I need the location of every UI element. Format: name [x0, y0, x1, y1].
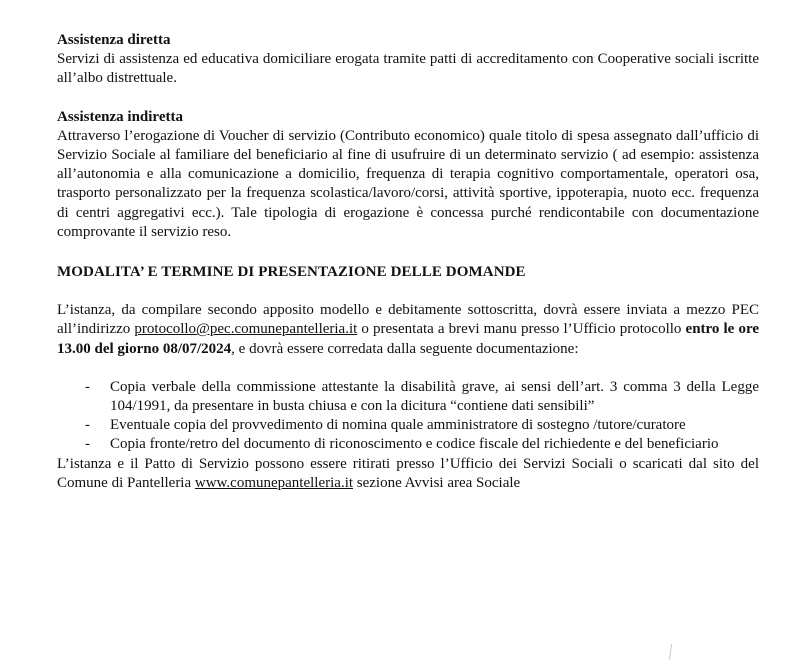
deadline-text: entro le ore 13.00 del giorno 08/07/2024	[57, 321, 759, 357]
bullet-dash: -	[85, 378, 90, 395]
list-item	[57, 435, 759, 454]
bullet-dash: -	[85, 436, 90, 453]
pec-email-link[interactable]: protocollo@pec.comunepantelleria.it	[134, 321, 358, 338]
list-item	[57, 378, 759, 416]
paragraph-assistenza-indiretta: Attraverso l’erogazione di Voucher di servizio (Contributo economico) quale titolo di spesa assegnato dall’ufficio di Servizio Sociale al familiare del beneficiario al fine di usufruire di un determinato servizio ( ad esempio: assistenza all’autonomia e alla comunicazione a domicilio, frequenza di terapia cognitivo comportamentale, operatori osa, trasporto personalizzato per la frequenza scolastica/lavoro/corsi, attività sportive, ippoterapia, nuoto ecc. frequenza di centri aggregativi ecc.). Tale tipologia di erogazione è concessa purché rendicontabile con documentazione comprovante il servizio reso.	[57, 127, 759, 240]
spacer	[57, 89, 759, 108]
spacer	[57, 282, 759, 301]
heading-assistenza-indiretta: Assistenza indiretta	[57, 108, 183, 125]
section-modalita	[57, 263, 759, 493]
section-assistenza-indiretta	[57, 108, 759, 242]
website-link[interactable]: www.comunepantelleria.it	[194, 474, 354, 491]
list-item	[57, 416, 759, 435]
list-item-text: Copia verbale della commissione attestante la disabilità grave, ai sensi dell’art. 3 comma 3 della Legge 104/1991, da presentare in busta chiusa e con la dicitura “contiene dati sensibili”	[110, 378, 759, 415]
section-assistenza-diretta	[57, 31, 759, 89]
document-page	[57, 31, 759, 493]
paragraph-istanza-part-b: o presentata a brevi manu presso l’Ufficio protocollo	[357, 321, 686, 338]
list-item-text: Eventuale copia del provvedimento di nomina quale amministratore di sostegno /tutore/curatore	[110, 417, 686, 434]
paragraph-ritiro-part-a: L’istanza e il Patto di Servizio possono essere ritirati presso l’Ufficio dei Servizi Sociali o scaricati dal sito del Comune di Pantelleria	[57, 455, 759, 491]
spacer	[57, 242, 759, 263]
paragraph-istanza-part-c: , e dovrà essere corredata dalla seguente documentazione:	[231, 340, 579, 357]
heading-modalita: MODALITA’ E TERMINE DI PRESENTAZIONE DELLE DOMANDE	[57, 264, 526, 281]
documents-list	[57, 378, 759, 455]
paragraph-ritiro	[57, 455, 759, 493]
paragraph-ritiro-part-b: sezione Avvisi area Sociale	[353, 474, 521, 491]
paragraph-assistenza-diretta: Servizi di assistenza ed educativa domiciliare erogata tramite patti di accreditamento con Cooperative sociali iscritte all’albo distrettuale.	[57, 51, 759, 87]
spacer	[57, 359, 759, 378]
bullet-dash: -	[85, 417, 90, 434]
paragraph-istanza	[57, 301, 759, 359]
list-item-text: Copia fronte/retro del documento di riconoscimento e codice fiscale del richiedente e del beneficiario	[110, 436, 719, 453]
scan-mark	[669, 644, 672, 660]
heading-assistenza-diretta: Assistenza diretta	[57, 32, 171, 48]
paragraph-istanza-part-a: L’istanza, da compilare secondo apposito modello e debitamente sottoscritta, dovrà essere inviata a mezzo PEC all’indirizzo	[57, 302, 759, 338]
